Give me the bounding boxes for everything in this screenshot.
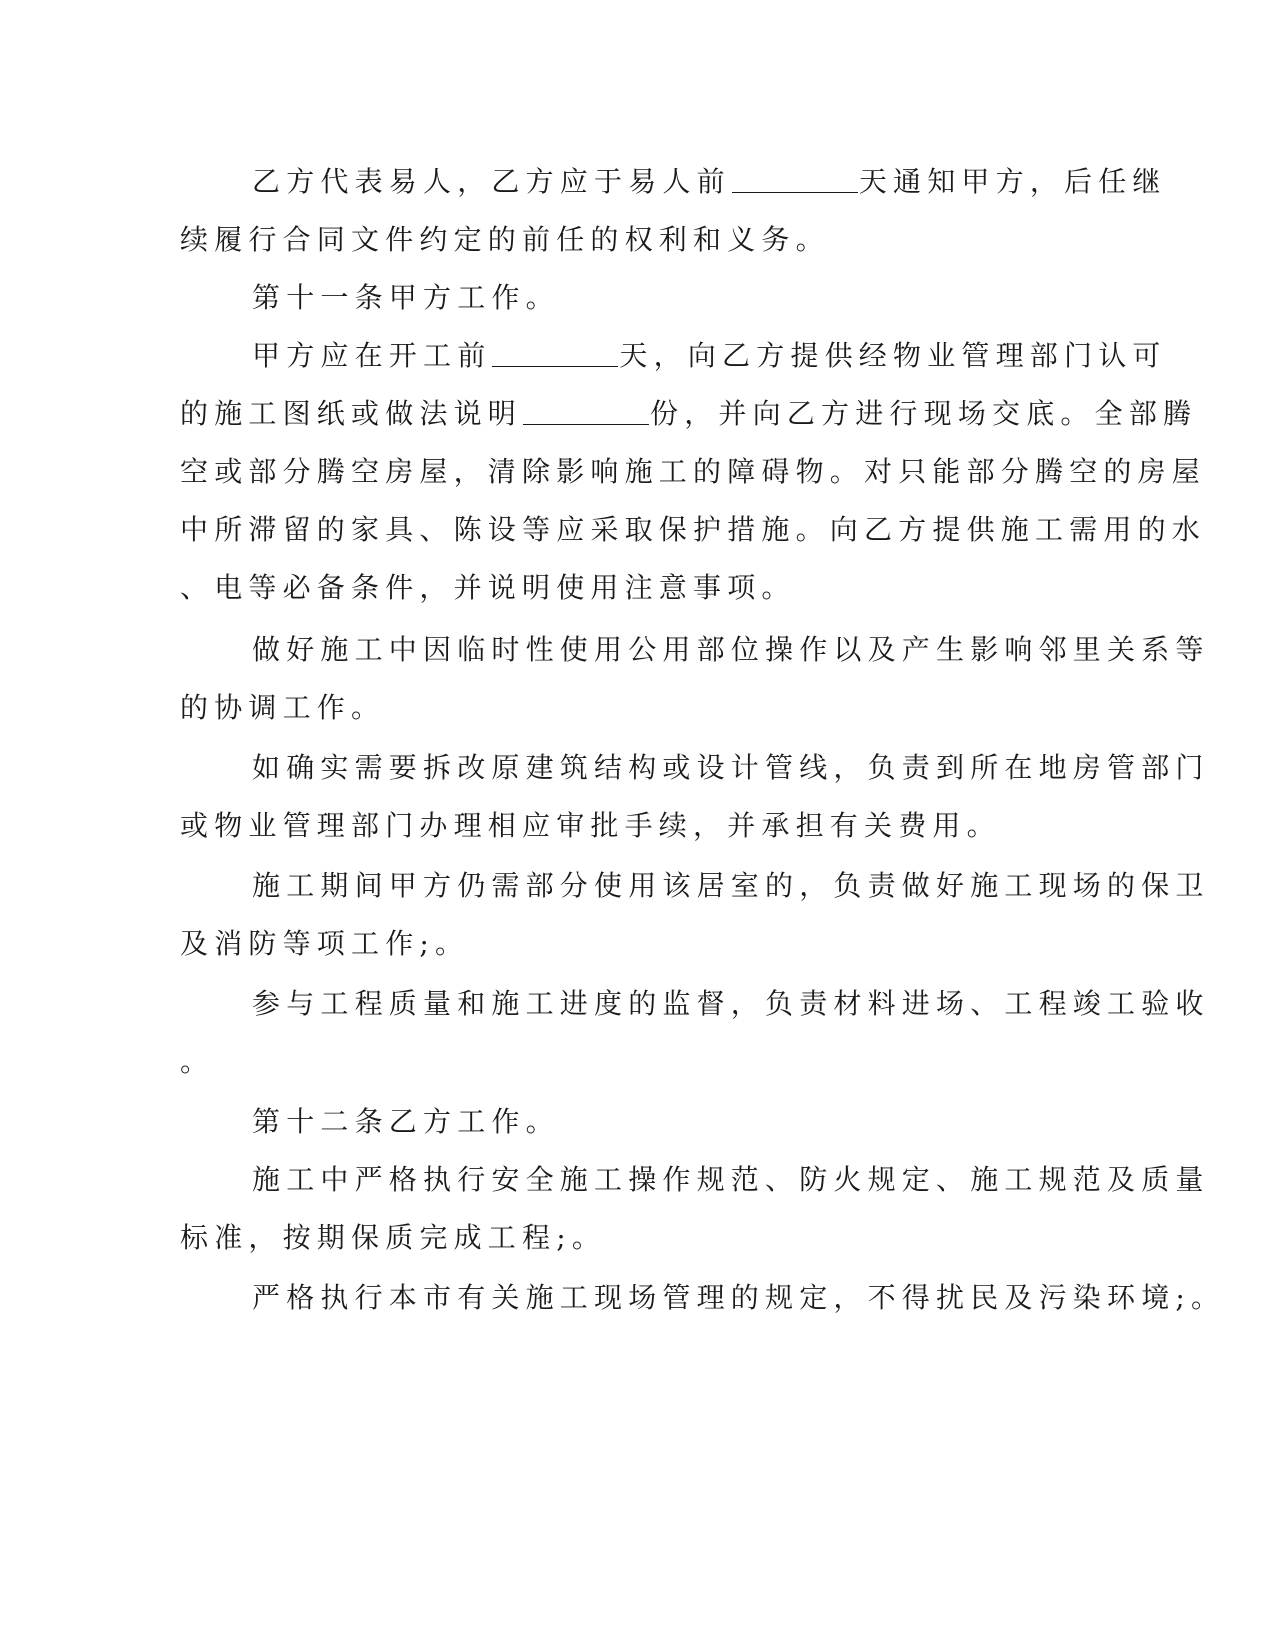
paragraph-line [252,158,1275,206]
text-segment: 施工期间甲方仍需部分使用该居室的，负责做好施工现场的保卫 [252,869,1210,902]
text-segment: 做好施工中因临时性使用公用部位操作以及产生影响邻里关系等 [252,633,1210,666]
section-heading [252,274,1275,322]
paragraph-line [180,802,1275,850]
fill-in-blank [732,164,858,193]
paragraph-line [180,1214,1275,1262]
text-segment: 甲方应在开工前 [252,339,492,372]
paragraph-line [252,626,1275,674]
paragraph-line [180,448,1275,496]
paragraph-line [252,980,1275,1028]
paragraph-line [180,506,1275,554]
text-segment: 、电等必备条件，并说明使用注意事项。 [180,571,796,604]
fill-in-blank [523,396,649,425]
paragraph-line [252,332,1275,380]
text-segment: 份，并向乙方进行现场交底。全部腾 [650,397,1198,430]
heading-text: 第十一条甲方工作。 [252,281,560,314]
text-segment: 标准，按期保质完成工程;。 [180,1221,607,1254]
text-segment: 天，向乙方提供经物业管理部门认可 [619,339,1167,372]
section-heading [252,1098,1275,1146]
text-segment: 空或部分腾空房屋，清除影响施工的障碍物。对只能部分腾空的房屋 [180,455,1207,488]
text-segment: 如确实需要拆改原建筑结构或设计管线，负责到所在地房管部门 [252,751,1210,784]
paragraph-line [180,216,1275,264]
text-segment: 的施工图纸或做法说明 [180,397,523,430]
text-segment: 续履行合同文件约定的前任的权利和义务。 [180,223,830,256]
paragraph-line [180,564,1275,612]
heading-text: 第十二条乙方工作。 [252,1105,560,1138]
text-segment: 的协调工作。 [180,691,386,724]
text-segment: 中所滞留的家具、陈设等应采取保护措施。向乙方提供施工需用的水 [180,513,1207,546]
paragraph-line [180,390,1275,438]
paragraph-line [252,862,1275,910]
paragraph-line [252,1274,1275,1322]
paragraph-line [180,684,1275,732]
paragraph-line [252,744,1275,792]
text-segment: 天通知甲方，后任继 [858,165,1167,198]
fill-in-blank [492,338,618,367]
paragraph-line [180,1038,1275,1086]
text-segment: 施工中严格执行安全施工操作规范、防火规定、施工规范及质量 [252,1163,1210,1196]
text-segment: 。 [180,1045,215,1078]
text-segment: 或物业管理部门办理相应审批手续，并承担有关费用。 [180,809,1001,842]
text-segment: 参与工程质量和施工进度的监督，负责材料进场、工程竣工验收 [252,987,1210,1020]
text-segment: 乙方代表易人，乙方应于易人前 [252,165,731,198]
text-segment: 及消防等项工作;。 [180,927,470,960]
paragraph-line [180,920,1275,968]
text-segment: 严格执行本市有关施工现场管理的规定，不得扰民及污染环境;。 [252,1281,1226,1314]
paragraph-line [252,1156,1275,1204]
